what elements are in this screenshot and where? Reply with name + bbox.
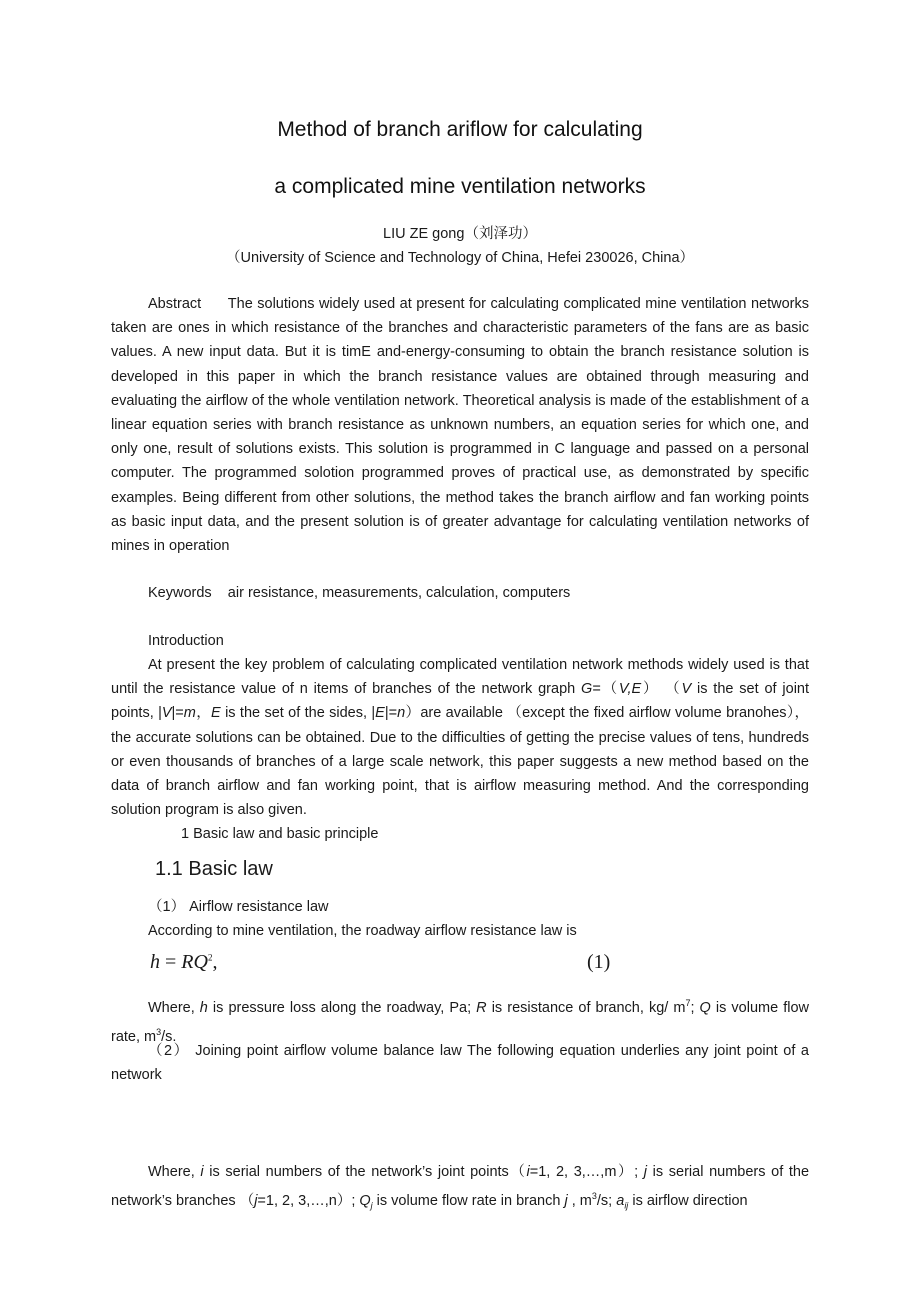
section-1-heading: 1 Basic law and basic principle	[181, 826, 379, 842]
equation-1-formula: $h = RQ^2$,	[150, 951, 218, 973]
law-2-paragraph: （2） Joining point airflow volume balance law The following equation underlies any joint point of a network	[111, 1043, 809, 1084]
keywords-line	[148, 581, 570, 605]
introduction-paragraph: At present the key problem of calculating complicated ventilation network methods widely used is that until the resistance value of n items of branches of the network graph G=（V,E） （V is the set of joint points, |V|=m，E is the set of the sides, |E|=n）are available （except the fixed airflow volume branohes），the accurate solutions can be obtained. Due to the difficulties of getting the precise values of tens, hundreds or even thousands of branches of a large scale network, this paper suggests a new method based on the data of branch airflow and fan working point, that is airflow measuring method. And the corresponding solution program is also given.	[111, 657, 810, 819]
author: LIU ZE gong（刘泽功）	[383, 226, 537, 242]
paper-title-line-1: Method of branch ariflow for calculating	[277, 118, 643, 141]
keywords-text: air resistance, measurements, calculation, computers	[227, 585, 571, 601]
abstract-text: The solutions widely used at present for calculating complicated mine ventilation networks taken are ones in which resistance of the branches and characteristic parameters of the fans are as basic values. A new input data. But it is timE and-energy-consuming to obtain the branch resistance solution is developed in this paper in which the branch resistance values are obtained through measuring and evaluating the airflow of the whole ventilation network. Theoretical analysis is made of the establishment of a linear equation series with branch resistance as unknown numbers, an equation series for which one, and only one, result of solutions exists. This solution is programmed in C language and passed on a personal computer. The programmed solotion programmed proves of practical use, as demonstrated by specific examples. Being different from other solutions, the method takes the branch airflow and fan working points as basic input data, and the present solution is of greater advantage for calculating ventilation networks of mines in operation	[111, 296, 809, 555]
affiliation: （University of Science and Technology of China, Hefei 230026, China）	[225, 250, 695, 266]
law-1-label: （1） Airflow resistance law	[148, 899, 329, 915]
keywords-label: Keywords	[148, 585, 212, 601]
equation-1	[150, 951, 620, 981]
law-1-text: According to mine ventilation, the roadway airflow resistance law is	[148, 923, 577, 939]
section-1-1-heading: 1.1 Basic law	[155, 858, 273, 880]
equation-1-number: (1)	[587, 951, 611, 973]
where-1-paragraph: Where, h is pressure loss along the roadway, Pa; R is resistance of branch, kg/ $m^7$; Q is volume flow rate, $m^3/s$.	[111, 998, 809, 1045]
abstract-label: Abstract	[148, 296, 202, 312]
introduction-heading: Introduction	[148, 633, 224, 649]
where-2-paragraph: Where, i is serial numbers of the network’s joint points（i=1, 2, 3,…,m）; j is serial numbers of the network’s branches （j=1, 2, 3,…,n）; $Q_j$ is volume flow rate in branch j , $m^3/s$; $a_{ij}$ is airflow direction	[111, 1164, 810, 1211]
paper-title-line-2: a complicated mine ventilation networks	[274, 175, 646, 198]
abstract-paragraph	[111, 292, 809, 558]
